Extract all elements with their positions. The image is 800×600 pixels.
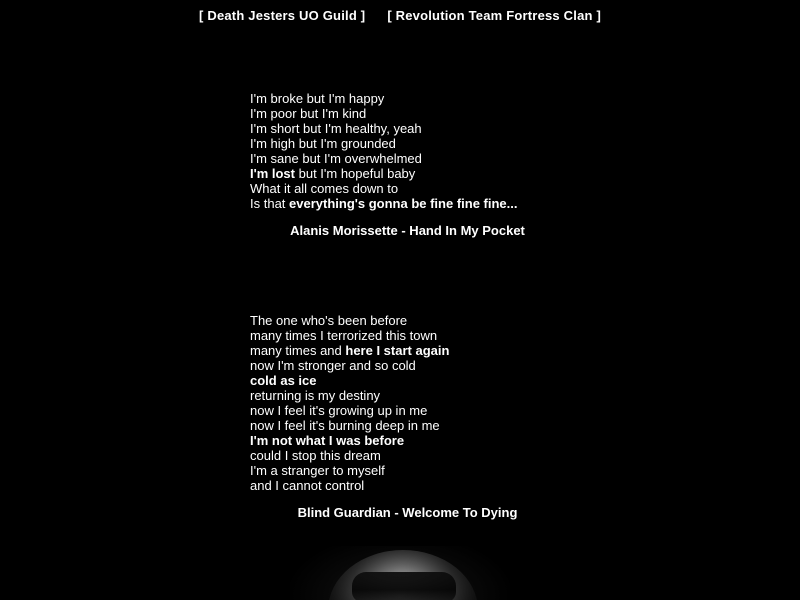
- lyrics-text: The one who's been before: [250, 313, 408, 328]
- lyrics-text: I'm short but I'm healthy, yeah: [250, 121, 422, 136]
- lyrics-text: could I stop this dream: [250, 448, 381, 463]
- link-revolution-team-fortress-clan[interactable]: [ Revolution Team Fortress Clan ]: [387, 8, 601, 23]
- motorcycle-helmet-photo: [290, 546, 510, 600]
- credit-blind-guardian: Blind Guardian - Welcome To Dying: [297, 505, 518, 520]
- lyrics-text: returning is my destiny: [250, 388, 381, 403]
- lyrics-text: now I feel it's burning deep in me: [250, 418, 440, 433]
- lyrics-line: [250, 121, 780, 136]
- lyrics-line: [250, 373, 780, 388]
- lyrics-line: [250, 151, 780, 166]
- lyrics-text: now I feel it's growing up in me: [250, 403, 428, 418]
- lyrics-line: [250, 433, 780, 448]
- lyrics-line: [250, 358, 780, 373]
- lyrics-text-bold: I'm not what I was before: [250, 433, 405, 448]
- lyrics-line: [250, 448, 780, 463]
- lyrics-text-bold: cold as ice: [250, 373, 317, 388]
- lyrics-line: [250, 463, 780, 478]
- lyrics-text: I'm a stranger to myself: [250, 463, 385, 478]
- lyrics-text: What it all comes down to: [250, 181, 399, 196]
- lyrics-line: [250, 343, 780, 358]
- lyrics-line: [250, 478, 780, 493]
- lyrics-text: many times and: [250, 343, 346, 358]
- lyrics-line: [250, 106, 780, 121]
- photo-vignette: [290, 546, 510, 600]
- lyrics-line: [250, 388, 780, 403]
- lyrics-text: I'm poor but I'm kind: [250, 106, 367, 121]
- link-death-jesters-uo-guild[interactable]: [ Death Jesters UO Guild ]: [199, 8, 366, 23]
- lyrics-block-alanis: [250, 91, 780, 211]
- lyrics-line: [250, 328, 780, 343]
- lyrics-text: I'm broke but I'm happy: [250, 91, 385, 106]
- lyrics-text-bold: here I start again: [345, 343, 450, 358]
- image-container: [0, 546, 800, 600]
- lyrics-line: [250, 313, 780, 328]
- lyrics-text: I'm sane but I'm overwhelmed: [250, 151, 422, 166]
- lyrics-block-blind-guardian: [250, 313, 780, 493]
- lyrics-text: many times I terrorized this town: [250, 328, 438, 343]
- lyrics-line: [250, 196, 780, 211]
- credit-alanis: Alanis Morissette - Hand In My Pocket: [290, 223, 525, 238]
- lyrics-line: [250, 166, 780, 181]
- lyrics-text: now I'm stronger and so cold: [250, 358, 416, 373]
- lyrics-text: and I cannot control: [250, 478, 365, 493]
- lyrics-line: [250, 403, 780, 418]
- lyrics-line: [250, 418, 780, 433]
- lyrics-line: [250, 91, 780, 106]
- lyrics-text: I'm high but I'm grounded: [250, 136, 396, 151]
- lyrics-line: [250, 136, 780, 151]
- lyrics-text: Is that: [250, 196, 290, 211]
- lyrics-text: but I'm hopeful baby: [295, 166, 416, 181]
- lyrics-text-bold: everything's gonna be fine fine fine...: [289, 196, 518, 211]
- lyrics-text-bold: I'm lost: [250, 166, 295, 181]
- lyrics-line: [250, 181, 780, 196]
- header-links: [0, 0, 800, 23]
